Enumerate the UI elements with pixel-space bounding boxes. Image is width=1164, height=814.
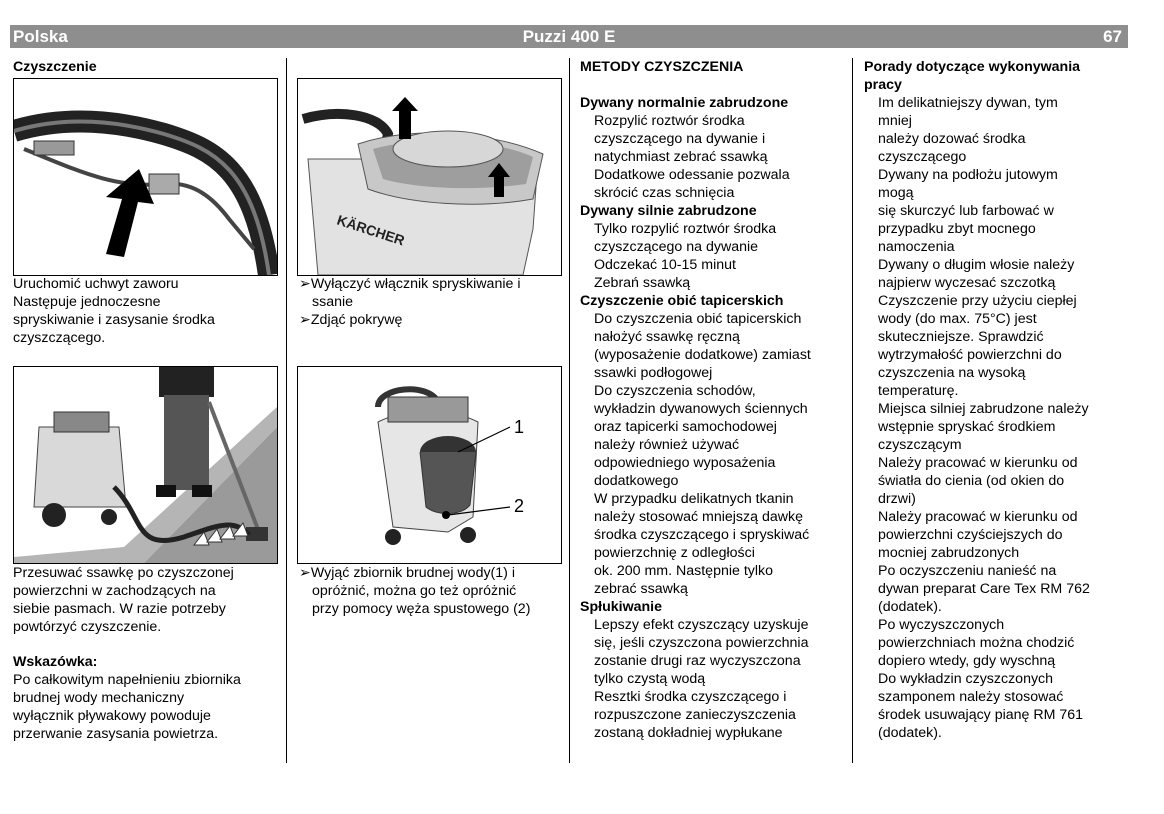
- tip-line: wody (do max. 75°C) jest: [878, 311, 1037, 327]
- caption-line: Przesuwać ssawkę po czyszczonej: [13, 565, 234, 581]
- tip-line: Dywany o długim włosie należy: [878, 257, 1075, 273]
- column-3: [580, 58, 848, 742]
- method-line: zebrać ssawką: [594, 581, 688, 597]
- method-line: czyszczącego na dywanie: [594, 239, 759, 255]
- method-heading: Spłukiwanie: [580, 599, 662, 615]
- method-line: oraz tapicerki samochodowej: [594, 419, 777, 435]
- method-line: Resztki środka czyszczącego i: [594, 689, 787, 705]
- method-line: ok. 200 mm. Następnie tylko: [594, 563, 773, 579]
- method-line: Do czyszczenia schodów,: [594, 383, 756, 399]
- tip-line: Do wykładzin czyszczonych: [878, 671, 1054, 687]
- method-line: Tylko rozpylić roztwór środka: [594, 221, 777, 237]
- tip-line: Po oczyszczeniu nanieść na: [878, 563, 1057, 579]
- tip-line: (dodatek).: [878, 725, 942, 741]
- tip-line: namoczenia: [878, 239, 955, 255]
- note-line: wyłącznik pływakowy powoduje: [13, 708, 211, 724]
- callout-1: 1: [514, 417, 525, 437]
- method-line: zostaną dokładniej wypłukane: [594, 725, 783, 741]
- caption-line: Następuje jednoczesne: [13, 294, 161, 310]
- note-line: przerwanie zasysania powietrza.: [13, 726, 219, 742]
- method-line: środka czyszczącego i spryskiwać: [594, 527, 810, 543]
- tip-line: czyszczącym: [878, 437, 962, 453]
- tips-heading-line: Porady dotyczące wykonywania: [864, 59, 1081, 75]
- header-product: Puzzi 400 E: [522, 27, 616, 46]
- method-line: Lepszy efekt czyszczący uzyskuje: [594, 617, 809, 633]
- method-line: należy stosować mniejszą dawkę: [594, 509, 803, 525]
- method-line: skrócić czas schnięcia: [594, 185, 735, 201]
- section-heading: Czyszczenie: [13, 59, 97, 75]
- method-line: powierzchnię z odległości: [594, 545, 755, 561]
- method-line: nałożyć ssawkę ręczną: [594, 329, 740, 345]
- caption-line: Uruchomić uchwyt zaworu: [13, 276, 179, 292]
- caption-line: powtórzyć czyszczenie.: [13, 619, 162, 635]
- tip-line: należy dozować środka: [878, 131, 1026, 147]
- method-line: natychmiast zebrać ssawką: [594, 149, 768, 165]
- tip-line: Dywany na podłożu jutowym: [878, 167, 1058, 183]
- tip-line: drzwi): [878, 491, 916, 507]
- method-line: ssawki podłogowej: [594, 365, 713, 381]
- method-line: dodatkowego: [594, 473, 679, 489]
- tip-line: środek usuwający pianę RM 761: [878, 707, 1084, 723]
- photo-dirty-water-tank: [297, 366, 562, 564]
- tip-line: dopiero wtedy, gdy wyschną: [878, 653, 1056, 669]
- tip-line: Należy pracować w kierunku od: [878, 455, 1078, 471]
- tip-line: szamponem należy stosować: [878, 689, 1064, 705]
- method-line: się, jeśli czyszczona powierzchnia: [594, 635, 809, 651]
- caption-line: spryskiwanie i zasysanie środka: [13, 312, 215, 328]
- method-heading: Czyszczenie obić tapicerskich: [580, 293, 784, 309]
- callout-2: 2: [514, 496, 525, 516]
- method-line: Zebrań ssawką: [594, 275, 691, 291]
- note-line: Po całkowitym napełnieniu zbiornika: [13, 672, 241, 688]
- page-header: [10, 25, 1128, 48]
- tip-line: dywan preparat Care Tex RM 762: [878, 581, 1090, 597]
- method-line: Rozpylić roztwór środka: [594, 113, 745, 129]
- col2-instructions-1: [298, 275, 563, 329]
- tip-line: wytrzymałość powierzchni do: [878, 347, 1062, 363]
- tip-line: światła do cienia (od okien do: [878, 473, 1065, 489]
- tip-line: czyszczącego: [878, 149, 967, 165]
- caption-1: [13, 275, 281, 347]
- note-heading: Wskazówka:: [13, 654, 98, 670]
- bullet-text: przy pomocy węża spustowego (2): [312, 601, 531, 617]
- brand-label: KÄRCHER: [335, 211, 407, 249]
- photo-spray-handle: [13, 78, 278, 276]
- method-line: rozpuszczone zanieczyszczenia: [594, 707, 796, 723]
- method-line: (wyposażenie dodatkowe) zamiast: [594, 347, 811, 363]
- cleaning-methods-title: METODY CZYSZCZENIA: [580, 59, 744, 75]
- method-line: zostanie drugi raz wyczyszczona: [594, 653, 801, 669]
- method-line: Do czyszczenia obić tapicerskich: [594, 311, 802, 327]
- bullet-text: Zdjąć pokrywę: [310, 312, 403, 328]
- note-line: brudnej wody mechaniczny: [13, 690, 185, 706]
- tip-line: Czyszczenie przy użyciu ciepłej: [878, 293, 1077, 309]
- bullet-text: opróżnić, można go też opróżnić: [312, 583, 517, 599]
- method-line: należy również używać: [594, 437, 740, 453]
- method-line: W przypadku delikatnych tkanin: [594, 491, 794, 507]
- method-line: wykładzin dywanowych ściennych: [594, 401, 808, 417]
- tip-line: skuteczniejsze. Sprawdzić: [878, 329, 1044, 345]
- method-line: Dodatkowe odessanie pozwala: [594, 167, 790, 183]
- header-page-number: 67: [1103, 27, 1122, 46]
- method-line: Odczekać 10-15 minut: [594, 257, 736, 273]
- photo-remove-cover: [297, 78, 562, 276]
- method-line: czyszczącego na dywanie i: [594, 131, 766, 147]
- bullet-item: ➢Zdjąć pokrywę: [299, 312, 403, 328]
- photo-cleaning-floor: [13, 366, 278, 564]
- bullet-item: ➢Wyjąć zbiornik brudnej wody(1) i opróżnić, można go też opróżnić przy pomocy węża spustowego (2): [299, 565, 531, 617]
- method-line: odpowiedniego wyposażenia: [594, 455, 776, 471]
- tip-line: przypadku zbyt mocnego: [878, 221, 1036, 237]
- caption-line: czyszczącego.: [13, 330, 106, 346]
- tip-line: się skurczyć lub farbować w: [878, 203, 1054, 219]
- caption-line: siebie pasmach. W razie potrzeby: [13, 601, 226, 617]
- tip-line: powierzchniach można chodzić: [878, 635, 1075, 651]
- bullet-item: ➢Wyłączyć włącznik spryskiwanie i ssanie: [299, 276, 521, 310]
- column-divider: [852, 58, 853, 763]
- method-heading: Dywany normalnie zabrudzone: [580, 95, 789, 111]
- bullet-text: Wyjąć zbiornik brudnej wody(1) i: [310, 565, 515, 581]
- tips-heading-line: pracy: [864, 77, 902, 93]
- tip-line: temperaturę.: [878, 383, 959, 399]
- note-block: [13, 653, 281, 743]
- tip-line: (dodatek).: [878, 599, 942, 615]
- tip-line: Miejsca silniej zabrudzone należy: [878, 401, 1089, 417]
- tip-line: Po wyczyszczonych: [878, 617, 1005, 633]
- col2-instructions-2: [298, 564, 566, 618]
- column-4: [864, 58, 1132, 742]
- tip-line: wstępnie spryskać środkiem: [878, 419, 1056, 435]
- column-divider: [569, 58, 570, 763]
- tip-line: Im delikatniejszy dywan, tym: [878, 95, 1058, 111]
- tip-line: najpierw wyczesać szczotką: [878, 275, 1056, 291]
- header-language: Polska: [13, 27, 68, 46]
- column-1: [13, 58, 281, 76]
- tip-line: mocniej zabrudzonych: [878, 545, 1020, 561]
- method-heading: Dywany silnie zabrudzone: [580, 203, 757, 219]
- tip-line: mniej: [878, 113, 912, 129]
- bullet-text: ssanie: [312, 294, 354, 310]
- bullet-text: Wyłączyć włącznik spryskiwanie i: [310, 276, 521, 292]
- tip-line: mogą: [878, 185, 914, 201]
- caption-line: powierzchni w zachodzących na: [13, 583, 216, 599]
- caption-2: [13, 564, 281, 636]
- tip-line: powierzchni czyściejszych do: [878, 527, 1063, 543]
- method-line: tylko czystą wodą: [594, 671, 706, 687]
- tip-line: czyszczenia na wysoką: [878, 365, 1026, 381]
- tip-line: Należy pracować w kierunku od: [878, 509, 1078, 525]
- column-divider: [286, 58, 287, 763]
